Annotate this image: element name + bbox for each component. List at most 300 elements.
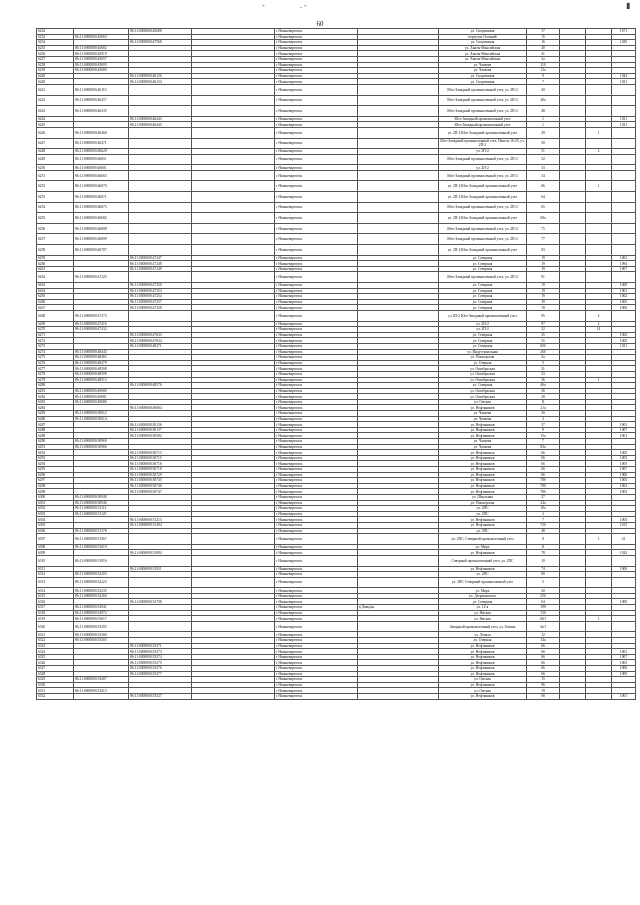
table-cell: 86:11:0000000:46651 (74, 154, 129, 165)
table-cell: 86:11:0000000:45657 (74, 56, 129, 62)
table-cell: ул. Северная (439, 266, 527, 272)
table-cell: ул. Северная (439, 305, 527, 311)
table-cell: 48 (527, 106, 560, 117)
table-cell: 35 (527, 338, 560, 344)
table-cell: 86:11:0000000:50136 (129, 422, 192, 428)
table-cell: 86:11:0000000:47225 (74, 272, 129, 283)
table-cell: 6249 (37, 154, 74, 165)
table-cell: 19б (527, 605, 560, 611)
table-cell: ул 2П-2 Юго-Западный промышленный узел (439, 310, 527, 321)
table-cell (586, 555, 612, 566)
table-cell: ул. Чапаева (439, 62, 527, 68)
table-cell: 6250 (37, 165, 74, 171)
table-cell (612, 127, 636, 138)
table-cell: 40 (527, 84, 560, 95)
table-cell: ул. Северная (439, 299, 527, 305)
table-cell: ул. Нефтяников (439, 566, 527, 572)
table-cell: 86:11:0000000:47250 (129, 283, 192, 289)
table-cell: ул. Школьная (439, 494, 527, 500)
table-cell: 1002 (612, 450, 636, 456)
table-cell: 6282 (37, 394, 74, 400)
table-cell: 86:11:0000000:51113 (74, 506, 129, 512)
table-cell: Юго-Западный промышленный узел, ул. 2П-2 (439, 202, 527, 213)
table-cell: 86:11:0000000:51367 (74, 534, 129, 545)
table-cell: 6288 (37, 427, 74, 433)
table-cell: 6297 (37, 478, 74, 484)
table-cell: г Нижневартовск (275, 366, 358, 372)
table-cell: 86:11:0000000:47248 (129, 261, 192, 267)
table-cell: 66 (527, 450, 560, 456)
table-cell: 1024 (612, 550, 636, 556)
table-cell: г Нижневартовск (275, 427, 358, 433)
table-cell: 41 (527, 51, 560, 57)
table-cell: г Нижневартовск (275, 605, 358, 611)
table-cell: 86:11:0000000:51213 (129, 517, 192, 523)
table-cell: 6326 (37, 660, 74, 666)
table-row (37, 310, 636, 321)
table-cell (74, 693, 129, 699)
table-cell: 66 (527, 472, 560, 478)
table-cell: 15 (527, 677, 560, 683)
table-cell: ул. Северная (439, 288, 527, 294)
table-cell (560, 95, 586, 106)
table-cell (358, 223, 439, 234)
table-cell: 6286 (37, 416, 74, 422)
table-cell: 1 (586, 127, 612, 138)
table-cell: ул. Северная (439, 343, 527, 349)
table-cell: 20 (527, 588, 560, 594)
table-cell: г Нижневартовск (275, 305, 358, 311)
table-cell: 86:11:0000000:47253 (129, 288, 192, 294)
table-cell: 11б (527, 62, 560, 68)
table-cell: 1002 (612, 338, 636, 344)
table-cell: ул. Нефтяников (439, 455, 527, 461)
table-cell: 6234 (37, 40, 74, 46)
table-cell: г Нижневартовск (275, 294, 358, 300)
table-cell: 3а (527, 355, 560, 361)
table-cell: 86:11:0000000:53377 (129, 671, 192, 677)
table-cell: 6244 (37, 116, 74, 122)
table-cell: 6304 (37, 517, 74, 523)
table-cell: 6311 (37, 566, 74, 572)
table-cell (612, 106, 636, 117)
table-cell: ул. Октябрьская (439, 371, 527, 377)
table-cell: г Нижневартовск (275, 56, 358, 62)
table-cell: ул. Северная (439, 261, 527, 267)
table-cell (612, 272, 636, 283)
table-cell: ул. Нефтяников (439, 427, 527, 433)
table-cell: Юго-Западный промышленный узел, ул. 2П-2 (439, 106, 527, 117)
table-cell: г Нижневартовск (275, 138, 358, 149)
table-cell: 86:11:0000000:51894 (129, 550, 192, 556)
table-cell: 66 (527, 181, 560, 192)
table-cell: 6319 (37, 616, 74, 622)
table-cell (129, 245, 192, 256)
table-cell: 64 (527, 192, 560, 203)
table-cell: 2 (527, 511, 560, 517)
table-cell: ул. Омская (439, 688, 527, 694)
table-cell: г Нижневартовск (275, 693, 358, 699)
table-cell: 86:11:0000000:46707 (74, 245, 129, 256)
table-cell: 86:11:0000000:50715 (129, 455, 192, 461)
table-cell: 13б (527, 610, 560, 616)
table-cell: 66 (527, 461, 560, 467)
table-cell: ул. Спортивная (439, 73, 527, 79)
table-cell: 1006 (612, 305, 636, 311)
table-cell: ул. Чапаева (439, 416, 527, 422)
table-cell: г Нижневартовск (275, 213, 358, 224)
table-cell: г Нижневартовск (275, 682, 358, 688)
table-cell: 19 (527, 266, 560, 272)
table-cell: переулок Осенний (439, 34, 527, 40)
table-cell: ул. Нефтяников (439, 478, 527, 484)
table-cell: 86:11:0000000:47247 (129, 255, 192, 261)
table-cell: 86:11:0000000:46335 (74, 106, 129, 117)
table-cell: г Нижневартовск (275, 181, 358, 192)
table-cell: г Нижневартовск (275, 588, 358, 594)
table-cell: г Нижневартовск (275, 566, 358, 572)
table-cell: 86:11:0000000:47432 (74, 327, 129, 333)
table-cell: ул. Нефтяников (439, 489, 527, 495)
table-cell: г Нижневартовск (275, 234, 358, 245)
table-cell: 5 (527, 360, 560, 366)
table-cell: г Нижневартовск (275, 660, 358, 666)
table-cell: 6302 (37, 506, 74, 512)
table-cell: ул. Нефтяников (439, 517, 527, 523)
table-cell (358, 84, 439, 95)
table-cell: г Нижневартовск (275, 288, 358, 294)
table-cell: 6262 (37, 272, 74, 283)
table-cell: ул. Ямская (439, 610, 527, 616)
table-cell: 6312 (37, 572, 74, 578)
table-cell: г Нижневартовск (275, 192, 358, 203)
table-cell: 6246 (37, 127, 74, 138)
table-cell: г Нижневартовск (275, 654, 358, 660)
table-cell (612, 84, 636, 95)
table-cell (358, 621, 439, 632)
table-cell: г Нижневартовск (275, 299, 358, 305)
table-cell: 6248 (37, 149, 74, 155)
table-cell: 86:11:0000000:52972 (74, 610, 129, 616)
table-cell: 6251 (37, 170, 74, 181)
table-cell: 7 (527, 79, 560, 85)
table-cell: 6269 (37, 321, 74, 327)
table-cell: 1002 (612, 294, 636, 300)
table-cell: 3 (527, 416, 560, 422)
table-cell: 86:11:0000000:45663 (74, 34, 129, 40)
table-cell: 19 (527, 294, 560, 300)
table-cell (192, 181, 275, 192)
table-cell: г Нижневартовск (275, 478, 358, 484)
table-cell: 46а (527, 383, 560, 389)
table-cell: ул. 2П-2 (439, 321, 527, 327)
table-cell: 6294 (37, 461, 74, 467)
table-cell: 80 (527, 572, 560, 578)
table-cell: 6240 (37, 73, 74, 79)
table-cell: г Нижневартовск (275, 79, 358, 85)
table-cell: 6266 (37, 299, 74, 305)
table-cell: 6238 (37, 62, 74, 68)
table-cell: 86:11:0000000:48465 (74, 355, 129, 361)
table-cell (586, 693, 612, 699)
table-cell: 86:11:0000000:53295 (74, 621, 129, 632)
table-cell: г Нижневартовск (275, 632, 358, 638)
table-cell: г Нижневартовск (275, 433, 358, 439)
table-cell: 1044 (612, 73, 636, 79)
table-cell: 6235 (37, 45, 74, 51)
table-row (37, 170, 636, 181)
table-cell: 28/1 (527, 616, 560, 622)
table-cell: 1 (527, 116, 560, 122)
table-cell (358, 693, 439, 699)
table-cell: г Нижневартовск (275, 272, 358, 283)
table-cell: г Нижневартовск (275, 73, 358, 79)
table-cell: ул. Лопаха (439, 632, 527, 638)
table-cell: г Нижневартовск (275, 170, 358, 181)
table-cell: 86:11:0000000:46663 (74, 170, 129, 181)
table-cell: ул. 2ПС (439, 511, 527, 517)
table-cell: ул. Нефтяников (439, 472, 527, 478)
table-cell (358, 181, 439, 192)
table-cell: Юго-Западный промышленный узел, ул. 2П-2 (439, 170, 527, 181)
table-cell: г Нижневартовск (275, 377, 358, 383)
table-cell: 96 (527, 682, 560, 688)
table-cell: ул. Озерная (439, 360, 527, 366)
table-cell: 1031 (612, 79, 636, 85)
table-cell: 6261 (37, 266, 74, 272)
table-cell: 15 (527, 34, 560, 40)
table-cell: 6236 (37, 51, 74, 57)
table-cell: 6316 (37, 599, 74, 605)
table-cell: ул. 2ПС, Северный промышленный узел (439, 534, 527, 545)
table-cell: 34 (527, 170, 560, 181)
table-cell: 1005 (612, 299, 636, 305)
table-cell: 6275 (37, 355, 74, 361)
table-cell: 86:11:0000000:50747 (129, 489, 192, 495)
table-cell: 78б (527, 478, 560, 484)
table-cell (612, 170, 636, 181)
table-cell: г Нижневартовск (275, 51, 358, 57)
table-cell: ул. Октябрьская (439, 366, 527, 372)
table-cell: 6253 (37, 192, 74, 203)
table-cell (612, 181, 636, 192)
table-cell: 3а/1 (527, 621, 560, 632)
table-cell: г Нижневартовск (275, 261, 358, 267)
table-cell: 83 (527, 245, 560, 256)
table-cell (358, 577, 439, 588)
table-cell: 86:11:0000000:45682 (74, 45, 129, 51)
table-cell: 1000 (612, 566, 636, 572)
table-cell: 1003 (612, 660, 636, 666)
table-cell: 6260 (37, 261, 74, 267)
table-cell: 86:11:0000000:47258 (129, 305, 192, 311)
table-cell: г Нижневартовск (275, 34, 358, 40)
table-cell: 6329 (37, 677, 74, 683)
table-cell: 1006 (612, 666, 636, 672)
table-cell: 6287 (37, 422, 74, 428)
table-cell: 6237 (37, 56, 74, 62)
table-cell: 86:11:0000000:51916 (74, 555, 129, 566)
table-cell: 19 (527, 283, 560, 289)
table-cell: 15а (527, 433, 560, 439)
table-cell (586, 621, 612, 632)
table-cell: 2 (586, 149, 612, 155)
table-cell: 1002 (612, 332, 636, 338)
table-cell: ул. Мира (439, 588, 527, 594)
table-cell: 86:11:0000000:53300 (74, 632, 129, 638)
table-cell (560, 693, 586, 699)
table-cell: 77 (527, 234, 560, 245)
table-cell: ул. 2ПС (439, 572, 527, 578)
table-cell (129, 310, 192, 321)
table-cell: г Нижневартовск (275, 555, 358, 566)
table-cell: Юго-Западный промышленный узел, ул. 2П-2 (439, 84, 527, 95)
table-cell (192, 213, 275, 224)
table-cell: 86:11:0000000:47634 (129, 338, 192, 344)
table-cell: 1031 (612, 116, 636, 122)
table-cell (358, 138, 439, 149)
table-cell: ул. Северная (439, 599, 527, 605)
table-cell: 6320 (37, 621, 74, 632)
table-cell: 66 (527, 671, 560, 677)
table-cell: 1071 (612, 29, 636, 35)
table-cell: 19 (527, 288, 560, 294)
table-cell: 1 (527, 122, 560, 128)
scan-mark-left: - (262, 1, 265, 10)
table-cell: 68а (527, 213, 560, 224)
table-cell: ул. 2ПС Северный промышленный узел (439, 577, 527, 588)
table-cell: 3б (527, 411, 560, 417)
table-cell: г Нижневартовск (275, 621, 358, 632)
table-cell: 6293 (37, 455, 74, 461)
table-cell: 6317 (37, 605, 74, 611)
table-cell: 86:11:0000000:50614 (74, 416, 129, 422)
table-cell: Северный промышленный узел, ул. 2ПС (439, 555, 527, 566)
table-cell: ул. 2П-2 Юго-Западный промышленный узел (439, 245, 527, 256)
table-cell: 1001 (612, 288, 636, 294)
address-register-table (36, 28, 636, 700)
table-cell: ул. Северная (439, 255, 527, 261)
table-cell: 65 (527, 202, 560, 213)
table-cell: ул. Ханты-Мансийская (439, 45, 527, 51)
table-cell: 6273 (37, 343, 74, 349)
table-cell: 6254 (37, 202, 74, 213)
table-cell: ул. Октябрьская (439, 388, 527, 394)
table-cell: Западный промышленный узел, ул. Зенина (439, 621, 527, 632)
table-cell (129, 192, 192, 203)
table-cell: 86:11:0000000:53527 (129, 693, 192, 699)
table-cell: г Нижневартовск (275, 666, 358, 672)
table-cell (560, 223, 586, 234)
table-cell: ул. Северная (439, 294, 527, 300)
table-cell: ул. 2П-2 (439, 149, 527, 155)
table-cell: 19 (527, 255, 560, 261)
table-cell: 6232 (37, 29, 74, 35)
table-cell: г Нижневартовск (275, 283, 358, 289)
table-cell: г Нижневартовск (275, 371, 358, 377)
table-cell: 86:11:0000000:47257 (129, 299, 192, 305)
table-cell: г Нижневартовск (275, 688, 358, 694)
table-cell (560, 192, 586, 203)
table-cell: 86:11:0000000:53407 (74, 677, 129, 683)
table-cell: 66 (527, 467, 560, 473)
table-cell: 86:11:0000000:49681 (74, 394, 129, 400)
table-cell: 6276 (37, 360, 74, 366)
table-cell: 1000 (612, 599, 636, 605)
table-cell: 86:11:0000000:45919 (74, 51, 129, 57)
table-cell: 6268 (37, 310, 74, 321)
table-cell (192, 170, 275, 181)
table-cell: г Нижневартовск (275, 593, 358, 599)
table-cell: 6259 (37, 255, 74, 261)
table-cell: ул. Нефтяников (439, 483, 527, 489)
table-cell (586, 192, 612, 203)
table-cell: 86:11:0000000:47272 (74, 310, 129, 321)
table-cell: 6314 (37, 588, 74, 594)
table-cell: г Нижневартовск (275, 461, 358, 467)
table-cell: г Нижневартовск (275, 327, 358, 333)
table-cell: 86:11:0000000:52941 (74, 605, 129, 611)
table-cell: 1001 (612, 433, 636, 439)
table-cell: ул. Нефтяников (439, 649, 527, 655)
table-cell: 1031 (612, 343, 636, 349)
table-cell: 1031 (612, 122, 636, 128)
table-cell: 6296 (37, 472, 74, 478)
table-cell: 6313 (37, 577, 74, 588)
table-cell (612, 138, 636, 149)
table-cell: 12 (527, 632, 560, 638)
table-cell: 19 (527, 305, 560, 311)
table-cell: ул. Ханты-Мансийская (439, 56, 527, 62)
table-cell: 6295 (37, 467, 74, 473)
table-cell: 51 (527, 149, 560, 155)
table-cell: 86:11:0000000:50946 (74, 500, 129, 506)
table-cell: ул. Нефтяников (439, 666, 527, 672)
table-cell: 6301 (37, 500, 74, 506)
table-cell: 1 (586, 181, 612, 192)
table-cell: г Нижневартовск (275, 106, 358, 117)
table-cell: 41 (612, 534, 636, 545)
table-cell: 1029 (612, 40, 636, 46)
table-cell: 86:11:0000000:53371 (129, 643, 192, 649)
table-cell: Юго-Западный промышленный узел (439, 122, 527, 128)
table-row (37, 181, 636, 192)
table-cell (612, 555, 636, 566)
table-row (37, 272, 636, 283)
table-cell: 1008 (612, 283, 636, 289)
table-cell: 86:11:0000000:52708 (129, 599, 192, 605)
table-cell: г Нижневартовск (275, 355, 358, 361)
table-cell (560, 138, 586, 149)
table-cell: 86:11:0000000:53373 (129, 649, 192, 655)
table-cell: г Нижневартовск (275, 577, 358, 588)
table-cell (192, 234, 275, 245)
table-cell (586, 170, 612, 181)
table-cell: г Нижневартовск (275, 360, 358, 366)
table-cell (612, 95, 636, 106)
table-cell: ул. Омская (439, 399, 527, 405)
table-cell (129, 272, 192, 283)
table-cell: 86:11:0000000:52235 (74, 588, 129, 594)
table-cell: 6284 (37, 405, 74, 411)
table-cell: ул. Нефтяников (439, 550, 527, 556)
table-cell: 91 (527, 272, 560, 283)
table-cell (129, 234, 192, 245)
table-cell: ул. Нефтяников (439, 693, 527, 699)
table-cell: г Нижневартовск (275, 572, 358, 578)
table-cell: ул. Омская (439, 677, 527, 683)
table-cell: г Нижневартовск (275, 383, 358, 389)
